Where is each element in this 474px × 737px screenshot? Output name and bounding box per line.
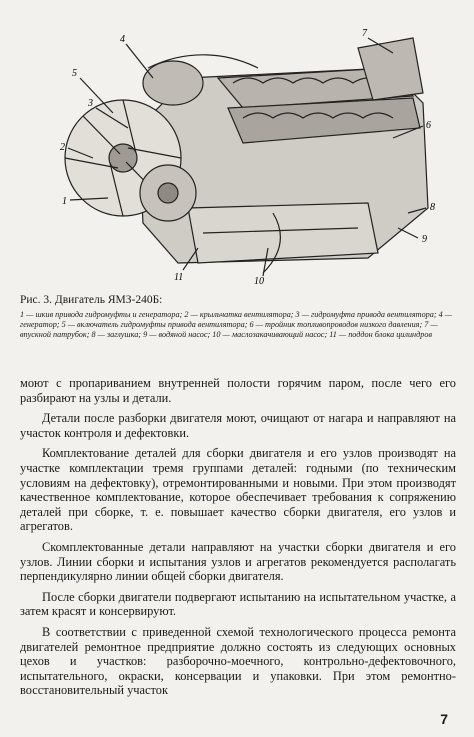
figure-caption [20, 294, 460, 340]
paragraph: Скомплектованные детали направляют на участки сборки двигателя и его узлов. Линии сборки и испытания узлов и агрегатов рекомендуется располагать перпендикулярно линии общей сборки двигателя. [20, 539, 456, 584]
callout-4: 4 [120, 34, 125, 45]
callout-3: 3 [88, 98, 93, 109]
page-number: 7 [440, 711, 448, 727]
engine-drawing [28, 8, 448, 288]
caption-title: Рис. 3. Двигатель ЯМЗ-240Б: [20, 294, 163, 306]
body-text [20, 376, 456, 704]
callout-1: 1 [62, 196, 67, 207]
callout-2: 2 [60, 142, 65, 153]
callout-10: 10 [254, 276, 264, 287]
callout-9: 9 [422, 234, 427, 245]
callout-8: 8 [430, 202, 435, 213]
paragraph: После сборки двигатели подвергают испытанию на испытательном участке, а затем красят и консервируют. [20, 589, 456, 619]
paragraph: Комплектование деталей для сборки двигателя и его узлов производят на участке комплектации тремя группами деталей: годными (по техническим условиям на дефектовку), отремонтированными и новыми. При этом производят качественное комплектование, которое обеспечивает требования к сопряжению деталей при сборке, т. е. повышает качество сборки двигателя, его узлов и агрегатов. [20, 446, 456, 534]
callout-7: 7 [362, 28, 367, 39]
callout-6: 6 [426, 120, 431, 131]
engine-illustration [28, 8, 448, 288]
paragraph: Детали после разборки двигателя моют, очищают от нагара и направляют на участок контроля и дефектовки. [20, 411, 456, 440]
callout-5: 5 [72, 68, 77, 79]
caption-legend: 1 — шкив привода гидромуфты и генератора; 2 — крыльчатка вентилятора; 3 — гидромуфта привода вентилятора; 4 — генератор; 5 — включатель гидромуфты привода вентилятора; 6 — тройник топливопроводов низкого давления; 7 — впускной патрубок; 8 — заглушка; 9 — водяной насос; 10 — маслозакачивающий насос; 11 — поддон блока цилиндров [20, 309, 453, 339]
callout-11: 11 [174, 272, 184, 283]
paragraph: моют с пропариванием внутренней полости горячим паром, после чего его разбирают на узлы и детали. [20, 376, 456, 405]
paragraph: В соответствии с приведенной схемой технологического процесса ремонта двигателей ремонтное предприятие должно состоять из следующих основных цехов и участков: разборочно-моечного, контрольно-дефектовочного, испытательного, окраски, консервации и упаковки. При этом ремонтно-восстановительный участок [20, 624, 456, 698]
